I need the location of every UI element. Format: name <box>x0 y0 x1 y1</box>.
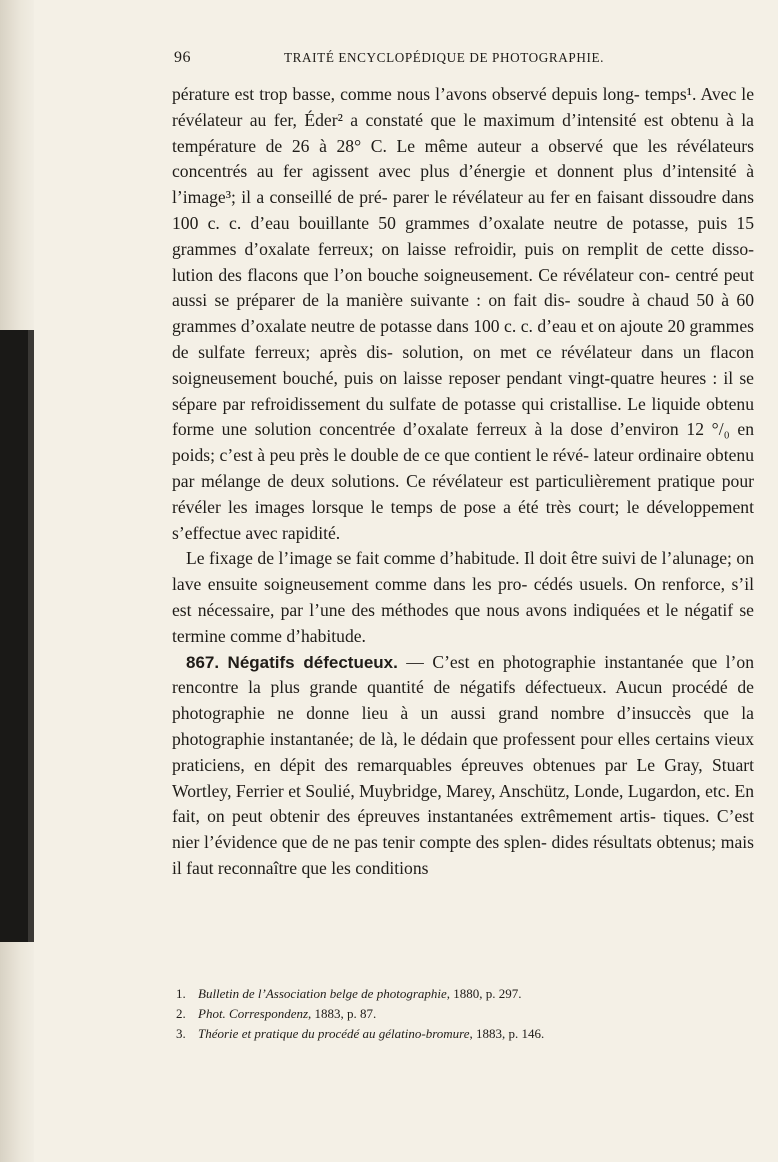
footnote-ref: , 1883, p. 87. <box>308 1006 377 1021</box>
paragraph-2: Le fixage de l’image se fait comme d’habitude. Il doit être suivi de l’alunage; on lave ensuite soigneusement comme dans les pro- cédés usuels. On renforce, s’il est nécessaire, par l’une des méthodes que nous avons indiquées et le négatif se termine comme d’habitude. <box>172 548 754 646</box>
running-title: TRAITÉ ENCYCLOPÉDIQUE DE PHOTOGRAPHIE. <box>284 50 604 65</box>
footnote-number: 2. <box>176 1006 186 1021</box>
footnote-title: Bulletin de l’Association belge de photographie <box>198 986 447 1001</box>
footnote <box>172 1024 692 1044</box>
footnote-number: 3. <box>176 1026 186 1041</box>
paragraph-1: pérature est trop basse, comme nous l’avons observé depuis long- temps¹. Avec le révélateur au fer, Éder² a constaté que le maximum d’intensité est obtenu à la température de 26 à 28° C. Le même auteur a observé que les révélateurs concentrés au fer agissent avec plus d’énergie et donnent plus d’intensité à l’image³; il a conseillé de pré- parer le révélateur au fer en faisant dissoudre dans 100 c. c. d’eau bouillante 50 grammes d’oxalate neutre de potasse, puis 15 grammes d’oxalate ferreux; on laisse refroidir, puis on remplit de cette disso- lution des flacons que l’on bouche soigneusement. Ce révélateur con- centré peut aussi se préparer de la manière suivante : on fait dis- soudre à chaud 50 à 60 grammes d’oxalate neutre de potasse dans 100 c. c. d’eau et on ajoute 20 grammes de sulfate ferreux; après dis- solution, on met ce révélateur dans un flacon soigneusement bouché, puis on laisse reposer pendant vingt-quatre heures : il se sépare par refroidissement du sulfate de potasse qui cristallise. Le liquide obtenu forme une solution concentrée d’oxalate ferreux à la dose d’environ 12 °/₀ en poids; c’est à peu près le double de ce que contient le révé- lateur ordinaire obtenu par mélange de deux solutions. Ce révélateur est particulièrement pratique pour révéler les images lorsque le temps de pose a été très court; le développement s’effectue avec rapidité. <box>172 84 754 543</box>
footnote-number: 1. <box>176 986 186 1001</box>
footnote-title: Phot. Correspondenz <box>198 1006 309 1021</box>
section-text: — C’est en photographie instantanée que l’on rencontre la plus grande quantité de négatifs défectueux. Aucun procédé de photographie ne donne lieu à un aussi grand nombre d’insuccès que la photographie instantanée; de là, le dédain que professent pour elles certains vieux praticiens, en dépit des remarquables épreuves obtenues par Le Gray, Stuart Wortley, Ferrier et Soulié, Muybridge, Marey, Anschütz, Londe, Lugardon, etc. En fait, on peut obtenir des épreuves instantanées extrêmement artis- tiques. C’est nier l’évidence que de ne pas tenir compte des splen- dides résultats obtenus; mais il faut reconnaître que les conditions <box>172 651 755 878</box>
page-content <box>172 46 754 882</box>
footnotes <box>172 984 692 1044</box>
body-text <box>172 82 754 882</box>
section-heading: Négatifs défectueux. <box>227 652 398 672</box>
footnote-ref: , 1883, p. 146. <box>469 1026 545 1041</box>
page-number: 96 <box>174 49 191 66</box>
section-number: 867. <box>186 652 220 672</box>
book-spine-shadow <box>0 330 34 942</box>
footnote <box>172 1004 692 1024</box>
footnote <box>172 984 692 1004</box>
footnote-title: Théorie et pratique du procédé au gélatino-bromure <box>198 1026 470 1041</box>
footnote-ref: , 1880, p. 297. <box>446 986 522 1001</box>
running-header <box>172 46 754 70</box>
section-867 <box>172 650 754 882</box>
